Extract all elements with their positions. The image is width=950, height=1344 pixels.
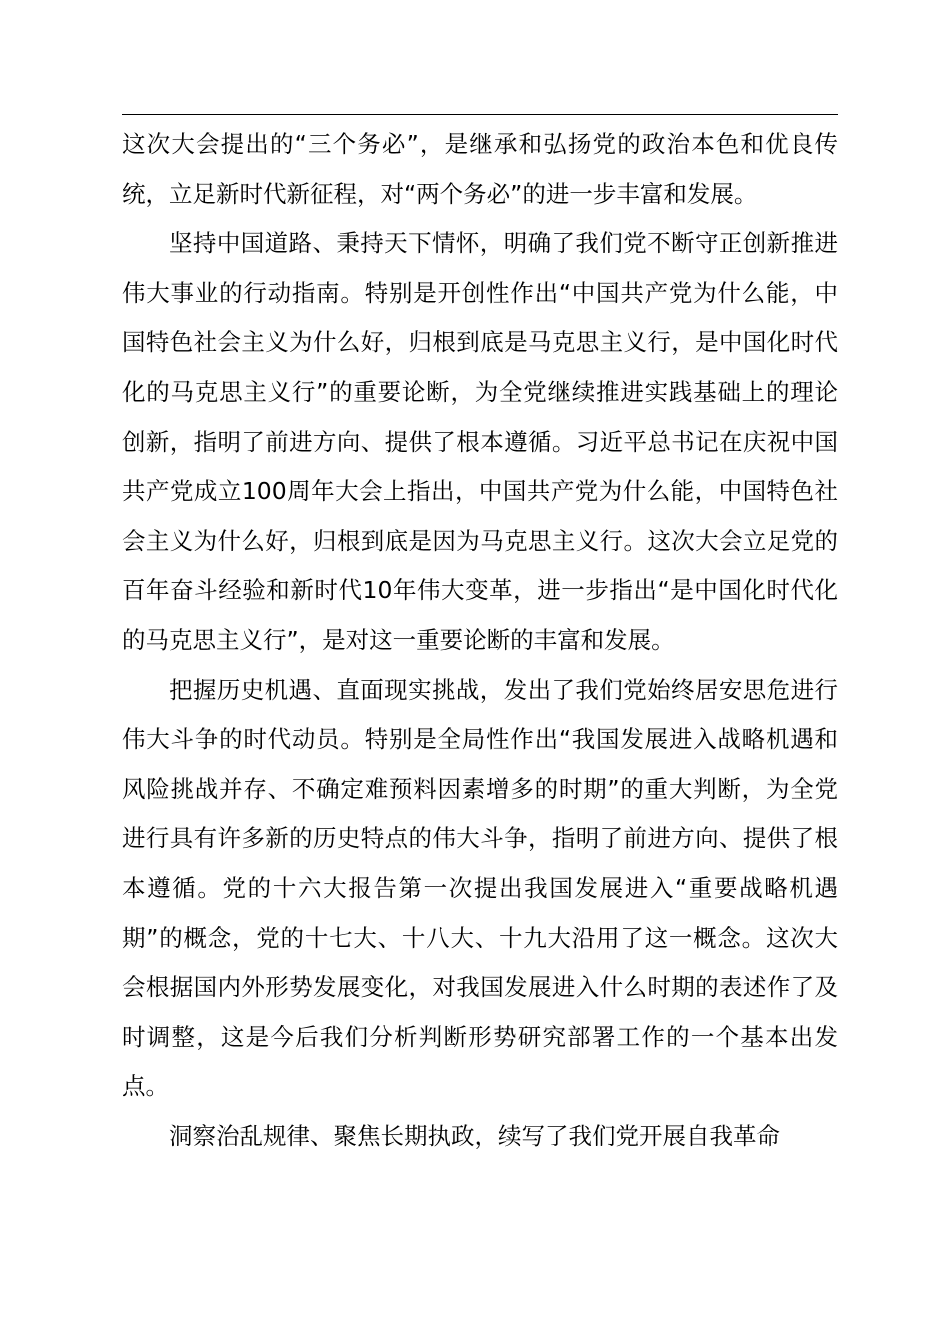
paragraph-4: 洞察治乱规律、聚焦长期执政，续写了我们党开展自我革命 — [169, 1121, 780, 1150]
header-rule — [122, 114, 838, 115]
paragraph-3: 把握历史机遇、直面现实挑战，发出了我们党始终居安思危进行伟大斗争的时代动员。特别是全局性作出“我国发展进入战略机遇和风险挑战并存、不确定难预料因素增多的时期”的重大判断，为全党进行具有许多新的历史特点的伟大斗争，指明了前进方向、提供了根本遵循。党的十六大报告第一次提出我国发展进入“重要战略机遇期”的概念，党的十七大、十八大、十九大沿用了这一概念。这次大会根据国内外形势发展变化，对我国发展进入什么时期的表述作了及时调整，这是今后我们分析判断形势研究部署工作的一个基本出发点。 — [122, 675, 838, 1101]
paragraph-1: 这次大会提出的“三个务必”，是继承和弘扬党的政治本色和优良传统，立足新时代新征程，对“两个务必”的进一步丰富和发展。 — [122, 130, 838, 208]
paragraph-2: 坚持中国道路、秉持天下情怀，明确了我们党不断守正创新推进伟大事业的行动指南。特别是开创性作出“中国共产党为什么能，中国特色社会主义为什么好，归根到底是马克思主义行，是中国化时代化的马克思主义行”的重要论断，为全党继续推进实践基础上的理论创新，指明了前进方向、提供了根本遵循。习近平总书记在庆祝中国共产党成立100周年大会上指出，中国共产党为什么能，中国特色社会主义为什么好，归根到底是因为马克思主义行。这次大会立足党的百年奋斗经验和新时代10年伟大变革，进一步指出“是中国化时代化的马克思主义行”，是对这一重要论断的丰富和发展。 — [122, 229, 838, 654]
document-body — [122, 120, 838, 1161]
